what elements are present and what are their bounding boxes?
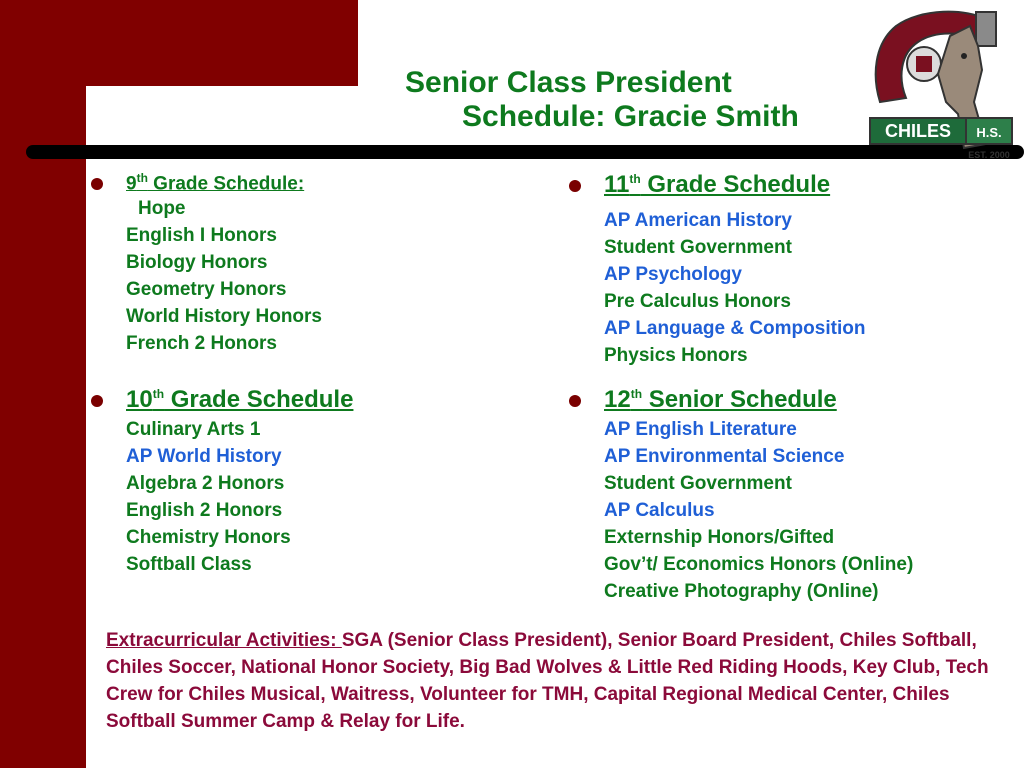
grade11-item-6: Physics Honors: [604, 345, 748, 366]
grade9-item-6: French 2 Honors: [126, 333, 277, 355]
bullet-grade9: [91, 178, 103, 190]
page-title: [405, 66, 799, 134]
chiles-wolf-logo-icon: [866, 6, 1016, 166]
grade9-item-5: World History Honors: [126, 306, 322, 328]
bullet-grade12: [569, 395, 581, 407]
grade11-section: [604, 171, 865, 369]
grade9-section: [126, 171, 322, 357]
grade9-item-1: Hope: [138, 198, 186, 220]
maroon-top-band: [0, 0, 358, 86]
logo-est: EST. 2000: [968, 150, 1010, 160]
grade12-section: [604, 386, 913, 605]
grade11-item-3: AP Psychology: [604, 264, 742, 285]
grade12-item-1: AP English Literature: [604, 419, 797, 440]
grade9-heading: 9th Grade Schedule:: [126, 171, 305, 195]
grade12-item-5: Externship Honors/Gifted: [604, 527, 835, 548]
extracurricular-label: Extracurricular Activities:: [106, 630, 342, 651]
grade9-item-4: Geometry Honors: [126, 279, 287, 301]
grade9-item-3: Biology Honors: [126, 252, 268, 274]
rounded-corner: [86, 86, 146, 146]
extracurricular-text: SGA (Senior Class President), Senior Board President, Chiles Softball, Chiles Soccer, National Honor Society, Big Bad Wolves & Little Red Riding Hoods, Key Club, Tech Crew for Chiles Musical, Waitress, Volunteer for TMH, Capital Regional Medical Center, Chiles Softball Summer Camp & Relay for Life.: [106, 630, 989, 732]
grade11-item-1: AP American History: [604, 210, 792, 231]
grade9-item-2: English I Honors: [126, 225, 277, 247]
maroon-sidebar: [0, 0, 86, 768]
grade10-item-4: English 2 Honors: [126, 500, 283, 521]
grade10-item-5: Chemistry Honors: [126, 527, 291, 548]
grade12-item-4: AP Calculus: [604, 500, 715, 521]
grade12-item-7: Creative Photography (Online): [604, 581, 879, 602]
grade11-item-4: Pre Calculus Honors: [604, 291, 791, 312]
grade12-item-3: Student Government: [604, 473, 792, 494]
logo-hs: H.S.: [976, 125, 1002, 140]
extracurricular-paragraph: [106, 627, 1021, 735]
bullet-grade10: [91, 395, 103, 407]
grade10-heading: 10th Grade Schedule: [126, 386, 354, 413]
grade11-heading: 11th Grade Schedule: [604, 171, 831, 198]
grade12-item-6: Gov’t/ Economics Honors (Online): [604, 554, 914, 575]
title-line-2: Schedule: Gracie Smith: [462, 100, 799, 133]
grade10-item-3: Algebra 2 Honors: [126, 473, 285, 494]
grade10-item-1: Culinary Arts 1: [126, 419, 261, 440]
grade12-item-2: AP Environmental Science: [604, 446, 845, 467]
logo-name: CHILES: [884, 121, 952, 141]
grade10-section: [126, 386, 353, 578]
title-line-1: Senior Class President: [405, 66, 732, 99]
grade12-heading: 12th Senior Schedule: [604, 386, 837, 413]
grade11-item-2: Student Government: [604, 237, 792, 258]
grade10-item-2: AP World History: [126, 446, 282, 467]
grade10-item-6: Softball Class: [126, 554, 252, 575]
grade11-item-5: AP Language & Composition: [604, 318, 866, 339]
bullet-grade11: [569, 180, 581, 192]
